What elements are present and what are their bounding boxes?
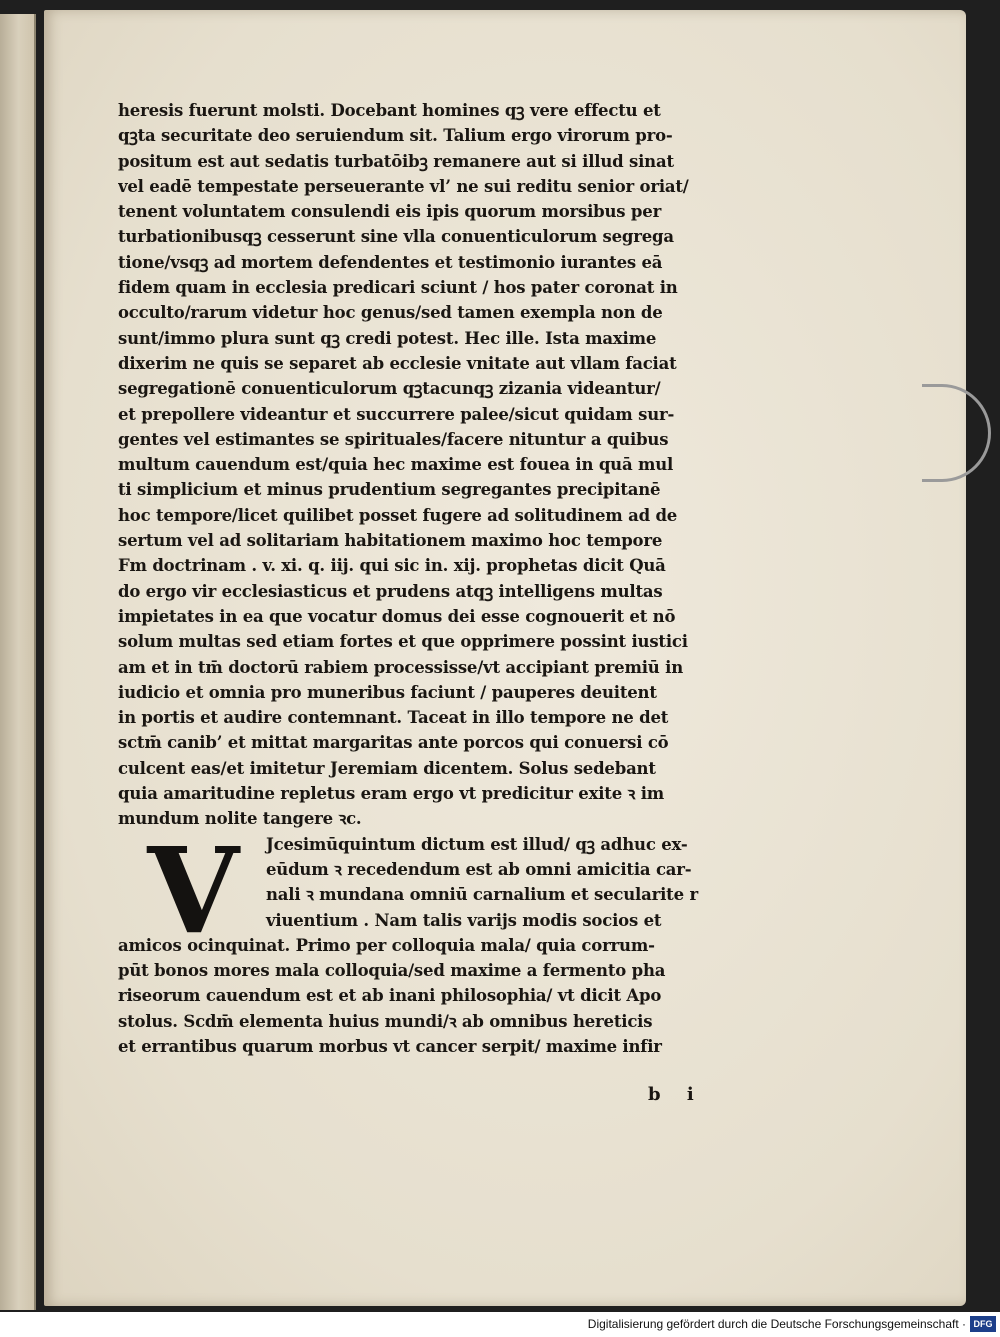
- text-line: viuentium . Nam talis varijs modis socios et: [266, 910, 662, 930]
- text-line: amicos ocinquinat. Primo per colloquia mala/ quia corrum-: [118, 935, 655, 955]
- text-line: am et in tm̄ doctorū rabiem processisse/vt accipiant premiū in: [118, 657, 683, 677]
- text-lines-top: [118, 98, 768, 832]
- text-line: gentes vel estimantes se spirituales/facere nituntur a quibus: [118, 429, 669, 449]
- text-line: mundum nolite tangere ꝛc.: [118, 809, 362, 829]
- text-line: nali ꝛ mundana omniū carnalium et secularite r: [266, 885, 698, 905]
- text-line: stolus. Scdm̄ elementa huius mundi/ꝛ ab omnibus hereticis: [118, 1011, 653, 1031]
- text-line: sertum vel ad solitariam habitationem maximo hoc tempore: [118, 531, 663, 551]
- text-line: eūdum ꝛ recedendum est ab omni amicitia car-: [266, 859, 692, 879]
- text-line: Jcesimūquintum dictum est illud/ qꝫ adhuc ex-: [266, 834, 688, 854]
- text-line: qꝫta securitate deo seruiendum sit. Talium ergo virorum pro-: [118, 126, 673, 146]
- text-line: iudicio et omnia pro muneribus faciunt / pauperes deuitent: [118, 682, 657, 702]
- text-line: segregationē conuenticulorum qꝫtacunqꝫ zizania videantur/: [118, 379, 661, 399]
- text-line: culcent eas/et imitetur Jeremiam dicentem. Solus sedebant: [118, 758, 656, 778]
- text-line: turbationibusqꝫ cesserunt sine vlla conuenticulorum segrega: [118, 227, 674, 247]
- text-line: tione/vsqꝫ ad mortem defendentes et testimonio iurantes eā: [118, 252, 663, 272]
- text-line: dixerim ne quis se separet ab ecclesie vnitate aut vllam faciat: [118, 353, 677, 373]
- text-line: fidem quam in ecclesia predicari sciunt / hos pater coronat in: [118, 278, 678, 298]
- footer-bar: [0, 1312, 1000, 1337]
- text-line: occulto/rarum videtur hoc genus/sed tamen exempla non de: [118, 303, 663, 323]
- text-line: quia amaritudine repletus eram ergo vt predicitur exite ꝛ im: [118, 784, 665, 804]
- dfg-logo: DFG: [970, 1316, 996, 1332]
- text-line: vel eadē tempestate perseuerante vl’ ne sui reditu senior oriat/: [118, 176, 689, 196]
- signature-mark: b i: [648, 1084, 704, 1105]
- text-line: do ergo vir ecclesiasticus et prudens atqꝫ intelligens multas: [118, 581, 663, 601]
- footer-credit: Digitalisierung gefördert durch die Deutsche Forschungsgemeinschaft ·: [587, 1317, 966, 1331]
- page-text: [118, 98, 768, 1059]
- text-line: riseorum cauendum est et ab inani philosophia/ vt dicit Apo: [118, 986, 662, 1006]
- text-line: impietates in ea que vocatur domus dei esse cognouerit et nō: [118, 606, 676, 626]
- text-line: heresis fuerunt molsti. Docebant homines qꝫ vere effectu et: [118, 101, 661, 120]
- text-line: Fm doctrinam . v. xi. q. iij. qui sic in. xij. prophetas dicit Quā: [118, 556, 666, 576]
- text-line: multum cauendum est/quia hec maxime est fouea in quā mul: [118, 455, 674, 475]
- text-line: hoc tempore/licet quilibet posset fugere ad solitudinem ad de: [118, 505, 678, 525]
- text-line: positum est aut sedatis turbatōibꝫ remanere aut si illud sinat: [118, 151, 674, 171]
- text-line: solum multas sed etiam fortes et que opprimere possint iustici: [118, 632, 688, 652]
- facing-page-edge: [0, 14, 36, 1310]
- text-line: sctm̄ canib’ et mittat margaritas ante porcos qui conuersi cō: [118, 733, 669, 753]
- text-line: et errantibus quarum morbus vt cancer serpit/ maxime infir: [118, 1036, 662, 1056]
- text-line: et prepollere videantur et succurrere palee/sicut quidam sur-: [118, 404, 675, 424]
- text-line: ti simplicium et minus prudentium segregantes precipitanē: [118, 480, 661, 500]
- text-line: pūt bonos mores mala colloquia/sed maxime a fermento pha: [118, 961, 666, 981]
- decorated-initial: V: [147, 820, 239, 960]
- text-line: tenent voluntatem consulendi eis ipis quorum morsibus per: [118, 202, 662, 222]
- text-line: in portis et audire contemnant. Taceat in illo tempore ne det: [118, 708, 669, 728]
- text-line: sunt/immo plura sunt qꝫ credi potest. Hec ille. Ista maxime: [118, 328, 657, 348]
